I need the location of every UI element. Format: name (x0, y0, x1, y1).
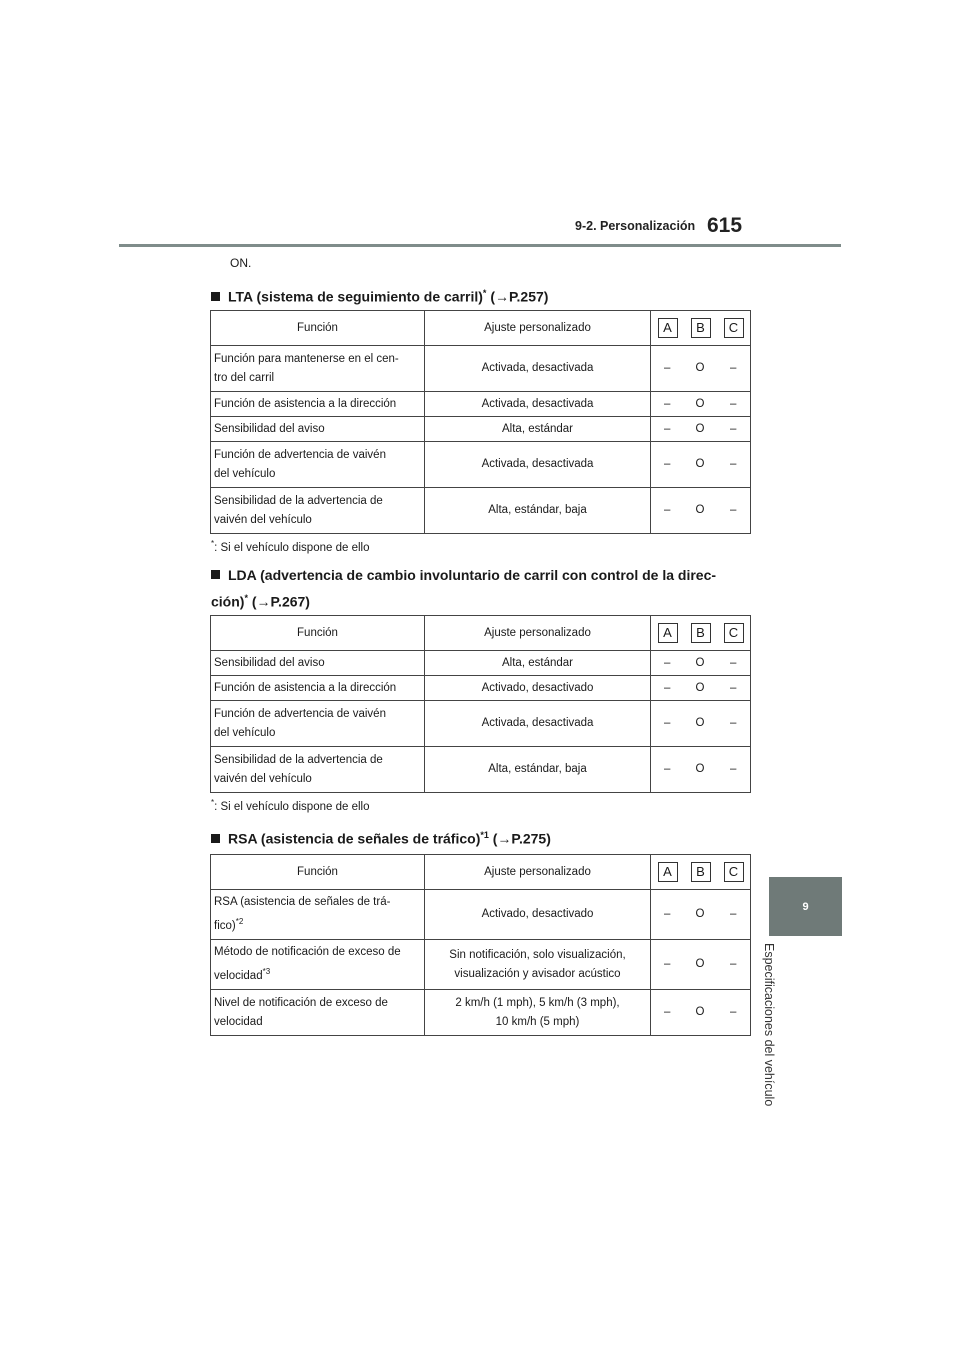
mark-a: – (651, 488, 684, 534)
table-row (211, 701, 751, 747)
mark-a: – (651, 890, 684, 940)
square-bullet-icon (211, 570, 220, 579)
mark-c: – (717, 417, 751, 442)
table-row (211, 346, 751, 392)
mark-b: O (684, 392, 717, 417)
column-header-abc (651, 855, 751, 890)
page-reference-link[interactable]: (→P.275) (492, 830, 551, 847)
mark-b: O (684, 417, 717, 442)
column-a-label: A (658, 318, 678, 338)
heading-sup: * (482, 288, 487, 298)
column-header-setting: Ajuste personalizado (425, 855, 651, 890)
heading-sup: *1 (480, 830, 489, 840)
mark-c: – (717, 701, 751, 747)
settings-table-lta (210, 310, 751, 534)
function-cell: Nivel de notificación de exceso de velocidad (211, 990, 425, 1036)
function-cell: Función de advertencia de vaivén del vehículo (211, 442, 425, 488)
column-header-abc (651, 616, 751, 651)
page-reference-link[interactable]: (→P.257) (490, 288, 549, 305)
mark-b: O (684, 488, 717, 534)
mark-a: – (651, 747, 684, 793)
mark-b: O (684, 651, 717, 676)
carryover-text: ON. (230, 256, 252, 270)
column-header-abc (651, 311, 751, 346)
header-rule (119, 244, 841, 247)
mark-a: – (651, 442, 684, 488)
table-row (211, 990, 751, 1036)
mark-a: – (651, 990, 684, 1036)
mark-c: – (717, 488, 751, 534)
table-header-row (211, 616, 751, 651)
column-b-label: B (691, 862, 711, 882)
column-header-function: Función (211, 855, 425, 890)
column-c-label: C (724, 318, 744, 338)
table-row (211, 417, 751, 442)
mark-b: O (684, 890, 717, 940)
column-c-label: C (724, 623, 744, 643)
mark-a: – (651, 701, 684, 747)
setting-cell: Activado, desactivado (425, 890, 651, 940)
setting-cell: 2 km/h (1 mph), 5 km/h (3 mph), 10 km/h (5 mph) (425, 990, 651, 1036)
footnote-text: : Si el vehículo dispone de ello (214, 800, 370, 813)
setting-cell: Alta, estándar, baja (425, 488, 651, 534)
table-row (211, 747, 751, 793)
table-row (211, 442, 751, 488)
mark-a: – (651, 940, 684, 990)
mark-a: – (651, 346, 684, 392)
function-cell: Función de asistencia a la dirección (211, 392, 425, 417)
footnote (211, 539, 369, 554)
mark-b: O (684, 442, 717, 488)
function-cell: Función para mantenerse en el cen- tro del carril (211, 346, 425, 392)
function-cell: Método de notificación de exceso de velocidad$^{*3}$ (211, 940, 425, 990)
table-row (211, 676, 751, 701)
setting-cell: Activado, desactivado (425, 676, 651, 701)
mark-c: – (717, 676, 751, 701)
mark-c: – (717, 990, 751, 1036)
setting-cell: Activada, desactivada (425, 442, 651, 488)
function-cell: Sensibilidad del aviso (211, 651, 425, 676)
chapter-title: Especificaciones del vehículo (762, 943, 776, 1107)
setting-cell: Alta, estándar (425, 417, 651, 442)
section-heading-lta (211, 282, 548, 309)
settings-table-lda (210, 615, 751, 793)
setting-cell: Alta, estándar, baja (425, 747, 651, 793)
page-reference-link[interactable]: (→P.267) (251, 593, 310, 610)
mark-c: – (717, 442, 751, 488)
mark-a: – (651, 676, 684, 701)
square-bullet-icon (211, 834, 220, 843)
column-header-setting: Ajuste personalizado (425, 311, 651, 346)
mark-a: – (651, 651, 684, 676)
mark-b: O (684, 990, 717, 1036)
heading-text: LTA (sistema de seguimiento de carril) (228, 288, 483, 305)
mark-a: – (651, 392, 684, 417)
mark-c: – (717, 346, 751, 392)
section-heading-lda (211, 564, 751, 614)
mark-b: O (684, 676, 717, 701)
column-header-function: Función (211, 616, 425, 651)
mark-b: O (684, 747, 717, 793)
page-number: 615 (707, 214, 743, 237)
column-header-function: Función (211, 311, 425, 346)
square-bullet-icon (211, 292, 220, 301)
heading-sup: * (244, 593, 248, 603)
mark-b: O (684, 346, 717, 392)
setting-cell: Activada, desactivada (425, 701, 651, 747)
section-heading-rsa (211, 824, 551, 851)
function-cell: Sensibilidad de la advertencia de vaivén del vehículo (211, 747, 425, 793)
setting-cell: Activada, desactivada (425, 392, 651, 417)
footnote (211, 798, 369, 813)
mark-c: – (717, 392, 751, 417)
function-cell: Sensibilidad de la advertencia de vaivén del vehículo (211, 488, 425, 534)
mark-b: O (684, 940, 717, 990)
table-row (211, 890, 751, 940)
mark-c: – (717, 940, 751, 990)
function-sup: *3 (262, 967, 271, 977)
mark-c: – (717, 890, 751, 940)
footnote-text: : Si el vehículo dispone de ello (214, 541, 370, 554)
mark-c: – (717, 747, 751, 793)
table-row (211, 651, 751, 676)
table-header-row (211, 311, 751, 346)
column-b-label: B (691, 318, 711, 338)
table-row (211, 940, 751, 990)
section-title: 9-2. Personalización (575, 219, 696, 233)
setting-cell: Activada, desactivada (425, 346, 651, 392)
chapter-tab[interactable] (769, 877, 842, 936)
function-sup: *2 (235, 917, 244, 927)
column-header-setting: Ajuste personalizado (425, 616, 651, 651)
mark-c: – (717, 651, 751, 676)
setting-cell: Alta, estándar (425, 651, 651, 676)
column-a-label: A (658, 623, 678, 643)
table-row (211, 392, 751, 417)
chapter-number: 9 (802, 900, 809, 913)
table-header-row (211, 855, 751, 890)
footnote-mark: * (211, 539, 215, 548)
column-b-label: B (691, 623, 711, 643)
mark-b: O (684, 701, 717, 747)
function-cell: Sensibilidad del aviso (211, 417, 425, 442)
function-cell: Función de advertencia de vaivén del vehículo (211, 701, 425, 747)
column-c-label: C (724, 862, 744, 882)
footnote-mark: * (211, 798, 215, 807)
mark-a: – (651, 417, 684, 442)
heading-text: LDA (advertencia de cambio involuntario de carril con control de la direc- ción) (211, 567, 717, 610)
function-cell: RSA (asistencia de señales de trá- fico)$^{*2}$ (211, 890, 425, 940)
setting-cell: Sin notificación, solo visualización, visualización y avisador acústico (425, 940, 651, 990)
heading-text: RSA (asistencia de señales de tráfico) (228, 830, 481, 847)
function-cell: Función de asistencia a la dirección (211, 676, 425, 701)
column-a-label: A (658, 862, 678, 882)
table-row (211, 488, 751, 534)
settings-table-rsa (210, 854, 751, 1036)
